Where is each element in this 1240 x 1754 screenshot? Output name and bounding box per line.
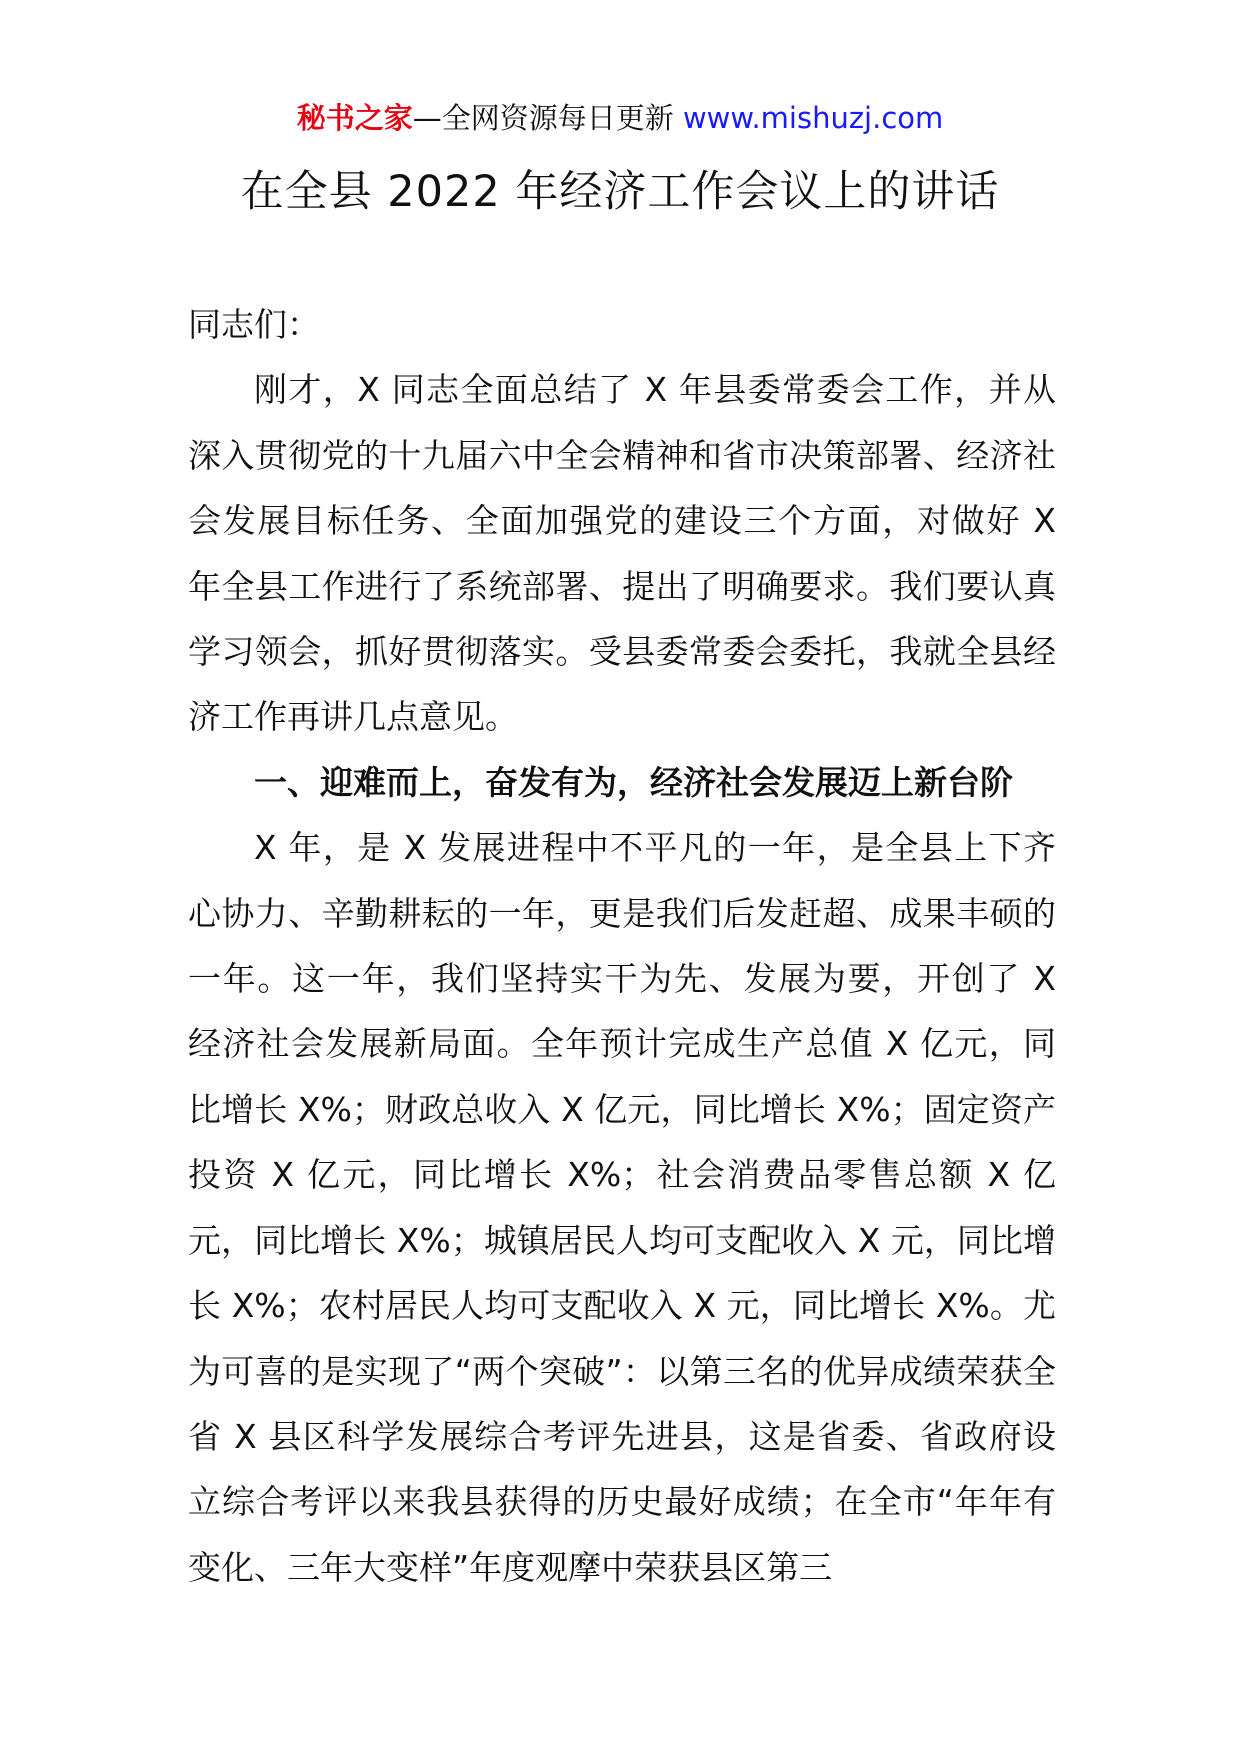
header-site-link[interactable]: www.mishuzj.com bbox=[682, 101, 944, 135]
document-body bbox=[188, 292, 1056, 1600]
page-header bbox=[0, 98, 1240, 138]
paragraph: X 年，是 X 发展进程中不平凡的一年，是全县上下齐心协力、辛勤耕耘的一年，更是我们后发赶超、成果丰硕的一年。这一年，我们坚持实干为先、发展为要，开创了 X 经济社会发展新局面。全年预计完成生产总值 X 亿元，同比增长 X%；财政总收入 X 亿元，同比增长 X%；固定资产投资 X 亿元，同比增长 X%；社会消费品零售总额 X 亿元，同比增长 X%；城镇居民人均可支配收入 X 元，同比增长 X%；农村居民人均可支配收入 X 元，同比增长 X%。尤为可喜的是实现了“两个突破”：以第三名的优异成绩荣获全省 X 县区科学发展综合考评先进县，这是省委、省政府设立综合考评以来我县获得的历史最好成绩；在全市“年年有变化、三年大变样”年度观摩中荣获县区第三 bbox=[188, 828, 1056, 1587]
document-title: 在全县 2022 年经济工作会议上的讲话 bbox=[240, 167, 1000, 217]
header-tagline: —全网资源每日更新 bbox=[412, 101, 683, 135]
section-heading: 一、迎难而上，奋发有为，经济社会发展迈上新台阶 bbox=[254, 762, 1013, 802]
salutation: 同志们： bbox=[188, 305, 320, 344]
paragraph: 刚才，X 同志全面总结了 X 年县委常委会工作，并从深入贯彻党的十九届六中全会精神和省市决策部署、经济社会发展目标任务、全面加强党的建设三个方面，对做好 X 年全县工作进行了系统部署、提出了明确要求。我们要认真学习领会，抓好贯彻落实。受县委常委会委托，我就全县经济工作再讲几点意见。 bbox=[188, 370, 1056, 737]
header-brand: 秘书之家 bbox=[296, 101, 413, 135]
